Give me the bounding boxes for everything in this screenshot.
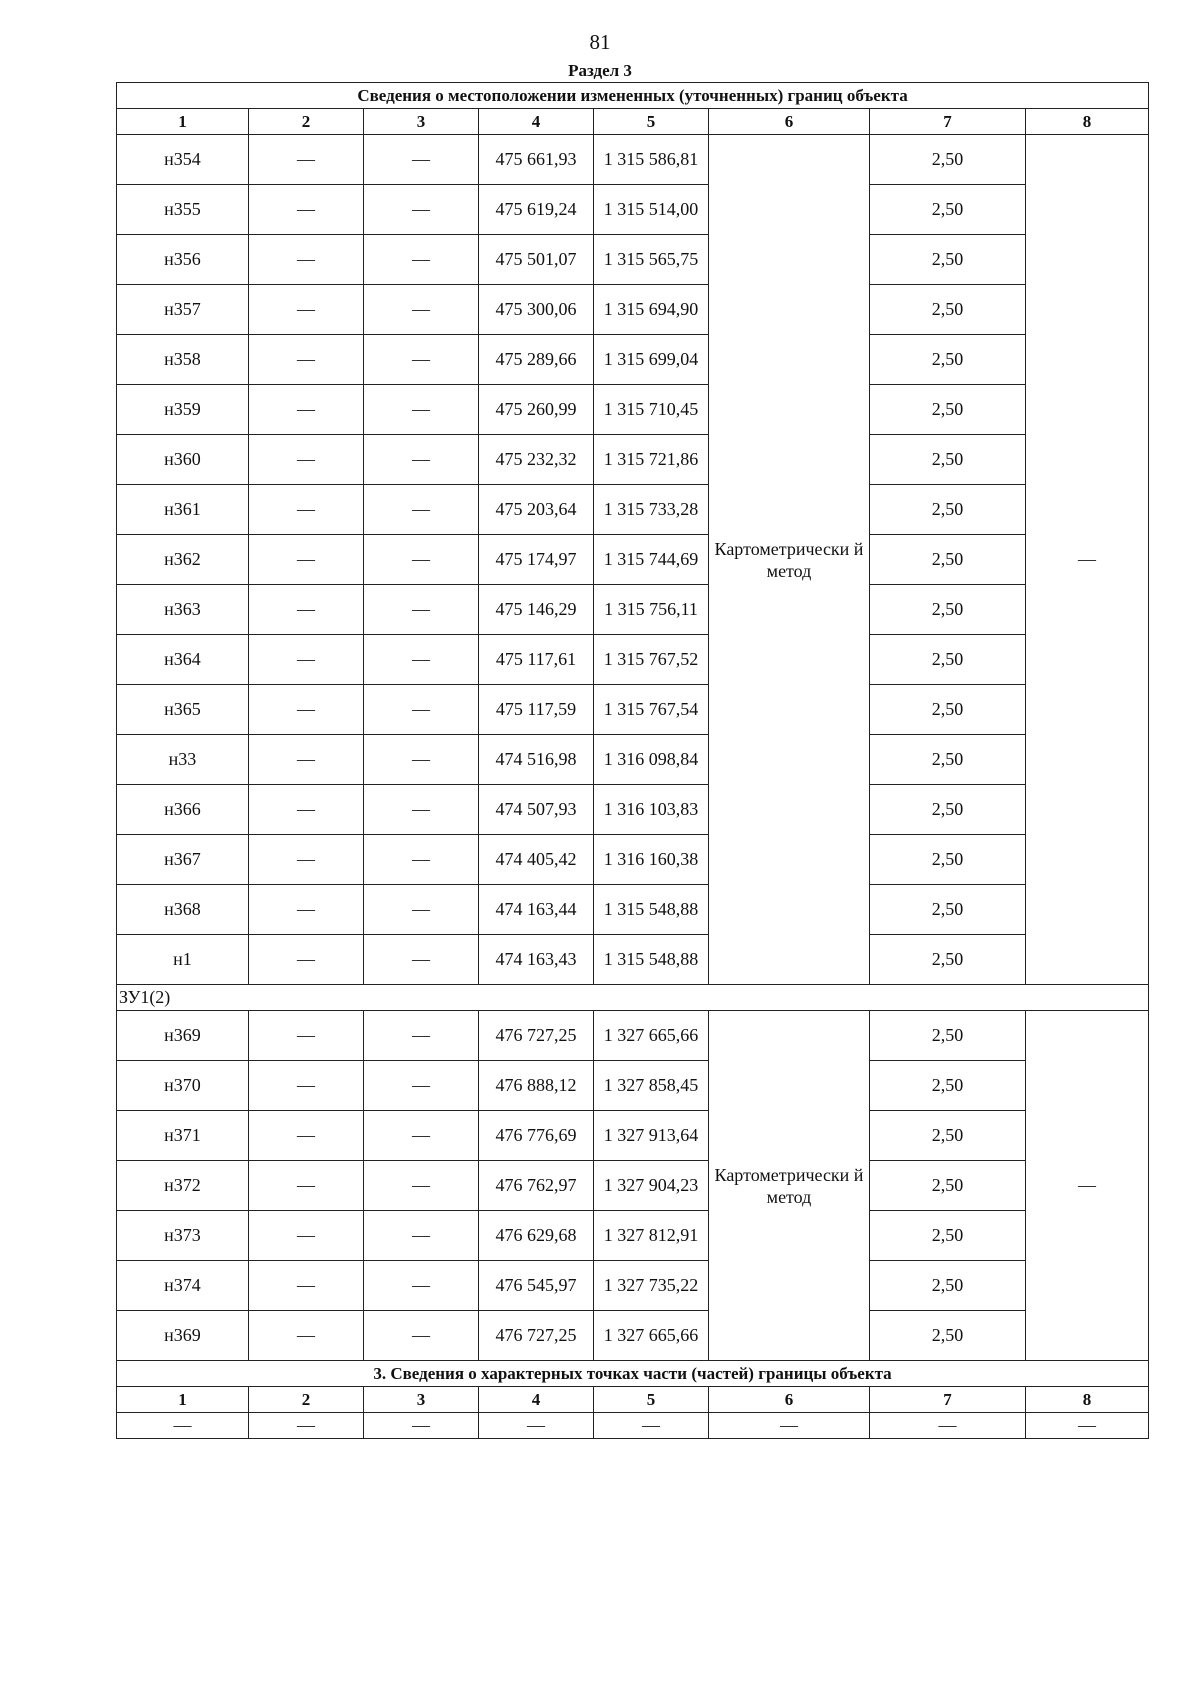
col2-cell: —: [249, 935, 364, 985]
x-coordinate-cell: 475 232,32: [479, 435, 594, 485]
accuracy-cell: 2,50: [870, 1311, 1026, 1361]
accuracy-cell: 2,50: [870, 335, 1026, 385]
accuracy-cell: 2,50: [870, 785, 1026, 835]
point-name-cell: н366: [117, 785, 249, 835]
x-coordinate-cell: 475 174,97: [479, 535, 594, 585]
point-name-cell: н368: [117, 885, 249, 935]
table-row: [117, 1161, 1149, 1211]
x-coordinate-cell: 476 545,97: [479, 1261, 594, 1311]
col3-cell: —: [364, 735, 479, 785]
x-coordinate-cell: 476 727,25: [479, 1011, 594, 1061]
col2-cell: —: [249, 835, 364, 885]
point-name-cell: н373: [117, 1211, 249, 1261]
empty-cell: —: [249, 1413, 364, 1439]
col3-cell: —: [364, 1311, 479, 1361]
x-coordinate-cell: 475 501,07: [479, 235, 594, 285]
col2-cell: —: [249, 285, 364, 335]
method-cell: Картометрически й метод: [709, 1011, 870, 1361]
y-coordinate-cell: 1 315 586,81: [594, 135, 709, 185]
y-coordinate-cell: 1 327 665,66: [594, 1311, 709, 1361]
column-number: 7: [870, 1387, 1026, 1413]
x-coordinate-cell: 475 661,93: [479, 135, 594, 185]
col2-cell: —: [249, 1061, 364, 1111]
y-coordinate-cell: 1 327 904,23: [594, 1161, 709, 1211]
subsection-title: 3. Сведения о характерных точках части (частей) границы объекта: [117, 1361, 1149, 1387]
column-number: 8: [1026, 109, 1149, 135]
accuracy-cell: 2,50: [870, 135, 1026, 185]
y-coordinate-cell: 1 315 767,54: [594, 685, 709, 735]
col2-cell: —: [249, 1111, 364, 1161]
table-row: [117, 135, 1149, 185]
point-name-cell: н365: [117, 685, 249, 735]
accuracy-cell: 2,50: [870, 435, 1026, 485]
y-coordinate-cell: 1 327 913,64: [594, 1111, 709, 1161]
column-number: 7: [870, 109, 1026, 135]
x-coordinate-cell: 475 619,24: [479, 185, 594, 235]
point-name-cell: н33: [117, 735, 249, 785]
col3-cell: —: [364, 585, 479, 635]
col3-cell: —: [364, 785, 479, 835]
x-coordinate-cell: 476 776,69: [479, 1111, 594, 1161]
y-coordinate-cell: 1 315 565,75: [594, 235, 709, 285]
table-row: [117, 785, 1149, 835]
accuracy-cell: 2,50: [870, 735, 1026, 785]
point-name-cell: н369: [117, 1311, 249, 1361]
y-coordinate-cell: 1 315 767,52: [594, 635, 709, 685]
x-coordinate-cell: 475 146,29: [479, 585, 594, 635]
accuracy-cell: 2,50: [870, 835, 1026, 885]
group-label-row: [117, 985, 1149, 1011]
table-row: [117, 535, 1149, 585]
x-coordinate-cell: 476 629,68: [479, 1211, 594, 1261]
y-coordinate-cell: 1 315 744,69: [594, 535, 709, 585]
group-label: ЗУ1(2): [117, 985, 1149, 1011]
method-cell: Картометрически й метод: [709, 135, 870, 985]
table-row: [117, 185, 1149, 235]
col3-cell: —: [364, 235, 479, 285]
column-number: 3: [364, 109, 479, 135]
point-name-cell: н356: [117, 235, 249, 285]
x-coordinate-cell: 475 117,61: [479, 635, 594, 685]
col3-cell: —: [364, 485, 479, 535]
section-title: Раздел 3: [568, 61, 632, 80]
table-row: [117, 835, 1149, 885]
col2-cell: —: [249, 535, 364, 585]
y-coordinate-cell: 1 316 160,38: [594, 835, 709, 885]
table-title: Сведения о местоположении измененных (уточненных) границ объекта: [117, 83, 1149, 109]
column-number: 8: [1026, 1387, 1149, 1413]
y-coordinate-cell: 1 327 665,66: [594, 1011, 709, 1061]
point-name-cell: н362: [117, 535, 249, 585]
table-row: [117, 1011, 1149, 1061]
x-coordinate-cell: 475 300,06: [479, 285, 594, 335]
boundary-points-table: [116, 82, 1149, 1439]
col2-cell: —: [249, 585, 364, 635]
table-row: [117, 685, 1149, 735]
accuracy-cell: 2,50: [870, 535, 1026, 585]
col3-cell: —: [364, 385, 479, 435]
col3-cell: —: [364, 535, 479, 585]
column-number: 1: [117, 1387, 249, 1413]
y-coordinate-cell: 1 315 514,00: [594, 185, 709, 235]
page-number: 81: [589, 30, 611, 54]
col3-cell: —: [364, 1011, 479, 1061]
accuracy-cell: 2,50: [870, 285, 1026, 335]
column-number-row: [117, 109, 1149, 135]
col2-cell: —: [249, 335, 364, 385]
table-row: [117, 585, 1149, 635]
point-name-cell: н372: [117, 1161, 249, 1211]
y-coordinate-cell: 1 327 735,22: [594, 1261, 709, 1311]
table-row: [117, 1111, 1149, 1161]
y-coordinate-cell: 1 316 098,84: [594, 735, 709, 785]
table-row: [117, 1311, 1149, 1361]
col3-cell: —: [364, 835, 479, 885]
col3-cell: —: [364, 685, 479, 735]
point-name-cell: н355: [117, 185, 249, 235]
accuracy-cell: 2,50: [870, 1011, 1026, 1061]
point-name-cell: н359: [117, 385, 249, 435]
table-row: [117, 235, 1149, 285]
point-name-cell: н358: [117, 335, 249, 385]
col2-cell: —: [249, 485, 364, 535]
col3-cell: —: [364, 285, 479, 335]
col2-cell: —: [249, 735, 364, 785]
col2-cell: —: [249, 785, 364, 835]
point-name-cell: н363: [117, 585, 249, 635]
y-coordinate-cell: 1 315 733,28: [594, 485, 709, 535]
accuracy-cell: 2,50: [870, 1061, 1026, 1111]
empty-row: [117, 1413, 1149, 1439]
point-name-cell: н361: [117, 485, 249, 535]
y-coordinate-cell: 1 316 103,83: [594, 785, 709, 835]
point-name-cell: н367: [117, 835, 249, 885]
accuracy-cell: 2,50: [870, 485, 1026, 535]
col2-cell: —: [249, 1161, 364, 1211]
point-name-cell: н357: [117, 285, 249, 335]
table-row: [117, 935, 1149, 985]
col2-cell: —: [249, 1211, 364, 1261]
col2-cell: —: [249, 1311, 364, 1361]
column-number: 5: [594, 1387, 709, 1413]
col2-cell: —: [249, 885, 364, 935]
col3-cell: —: [364, 1211, 479, 1261]
point-name-cell: н370: [117, 1061, 249, 1111]
table-row: [117, 735, 1149, 785]
point-name-cell: н360: [117, 435, 249, 485]
accuracy-cell: 2,50: [870, 685, 1026, 735]
point-name-cell: н369: [117, 1011, 249, 1061]
accuracy-cell: 2,50: [870, 1111, 1026, 1161]
col2-cell: —: [249, 235, 364, 285]
col2-cell: —: [249, 135, 364, 185]
y-coordinate-cell: 1 327 812,91: [594, 1211, 709, 1261]
y-coordinate-cell: 1 315 721,86: [594, 435, 709, 485]
col3-cell: —: [364, 1261, 479, 1311]
x-coordinate-cell: 474 516,98: [479, 735, 594, 785]
column-number-row: [117, 1387, 1149, 1413]
accuracy-cell: 2,50: [870, 635, 1026, 685]
column-number: 6: [709, 109, 870, 135]
x-coordinate-cell: 475 289,66: [479, 335, 594, 385]
subsection-title-row: [117, 1361, 1149, 1387]
table-row: [117, 1061, 1149, 1111]
col3-cell: —: [364, 1111, 479, 1161]
table-row: [117, 635, 1149, 685]
col2-cell: —: [249, 1261, 364, 1311]
point-name-cell: н354: [117, 135, 249, 185]
point-name-cell: н374: [117, 1261, 249, 1311]
x-coordinate-cell: 476 727,25: [479, 1311, 594, 1361]
table-row: [117, 335, 1149, 385]
table-row: [117, 385, 1149, 435]
accuracy-cell: 2,50: [870, 1161, 1026, 1211]
accuracy-cell: 2,50: [870, 185, 1026, 235]
col3-cell: —: [364, 935, 479, 985]
column-number: 1: [117, 109, 249, 135]
accuracy-cell: 2,50: [870, 585, 1026, 635]
accuracy-cell: 2,50: [870, 935, 1026, 985]
y-coordinate-cell: 1 315 710,45: [594, 385, 709, 435]
y-coordinate-cell: 1 315 548,88: [594, 885, 709, 935]
col8-cell: —: [1026, 135, 1149, 985]
y-coordinate-cell: 1 327 858,45: [594, 1061, 709, 1111]
accuracy-cell: 2,50: [870, 1211, 1026, 1261]
col3-cell: —: [364, 635, 479, 685]
x-coordinate-cell: 474 163,43: [479, 935, 594, 985]
col3-cell: —: [364, 1061, 479, 1111]
y-coordinate-cell: 1 315 756,11: [594, 585, 709, 635]
column-number: 4: [479, 109, 594, 135]
accuracy-cell: 2,50: [870, 385, 1026, 435]
x-coordinate-cell: 475 260,99: [479, 385, 594, 435]
col3-cell: —: [364, 885, 479, 935]
col3-cell: —: [364, 135, 479, 185]
column-number: 4: [479, 1387, 594, 1413]
accuracy-cell: 2,50: [870, 235, 1026, 285]
table-row: [117, 1261, 1149, 1311]
column-number: 6: [709, 1387, 870, 1413]
x-coordinate-cell: 474 405,42: [479, 835, 594, 885]
column-number: 2: [249, 1387, 364, 1413]
y-coordinate-cell: 1 315 699,04: [594, 335, 709, 385]
empty-cell: —: [364, 1413, 479, 1439]
column-number: 5: [594, 109, 709, 135]
y-coordinate-cell: 1 315 694,90: [594, 285, 709, 335]
x-coordinate-cell: 475 203,64: [479, 485, 594, 535]
x-coordinate-cell: 474 163,44: [479, 885, 594, 935]
accuracy-cell: 2,50: [870, 885, 1026, 935]
col3-cell: —: [364, 185, 479, 235]
point-name-cell: н364: [117, 635, 249, 685]
point-name-cell: н371: [117, 1111, 249, 1161]
column-number: 2: [249, 109, 364, 135]
table-row: [117, 435, 1149, 485]
empty-cell: —: [709, 1413, 870, 1439]
point-name-cell: н1: [117, 935, 249, 985]
y-coordinate-cell: 1 315 548,88: [594, 935, 709, 985]
col2-cell: —: [249, 685, 364, 735]
table-row: [117, 285, 1149, 335]
empty-cell: —: [479, 1413, 594, 1439]
col3-cell: —: [364, 435, 479, 485]
col2-cell: —: [249, 185, 364, 235]
x-coordinate-cell: 475 117,59: [479, 685, 594, 735]
col8-cell: —: [1026, 1011, 1149, 1361]
col3-cell: —: [364, 1161, 479, 1211]
col2-cell: —: [249, 1011, 364, 1061]
accuracy-cell: 2,50: [870, 1261, 1026, 1311]
col2-cell: —: [249, 435, 364, 485]
col3-cell: —: [364, 335, 479, 385]
table-row: [117, 485, 1149, 535]
empty-cell: —: [1026, 1413, 1149, 1439]
x-coordinate-cell: 474 507,93: [479, 785, 594, 835]
empty-cell: —: [594, 1413, 709, 1439]
col2-cell: —: [249, 385, 364, 435]
empty-cell: —: [870, 1413, 1026, 1439]
table-row: [117, 885, 1149, 935]
table-row: [117, 1211, 1149, 1261]
x-coordinate-cell: 476 888,12: [479, 1061, 594, 1111]
column-number: 3: [364, 1387, 479, 1413]
x-coordinate-cell: 476 762,97: [479, 1161, 594, 1211]
col2-cell: —: [249, 635, 364, 685]
empty-cell: —: [117, 1413, 249, 1439]
